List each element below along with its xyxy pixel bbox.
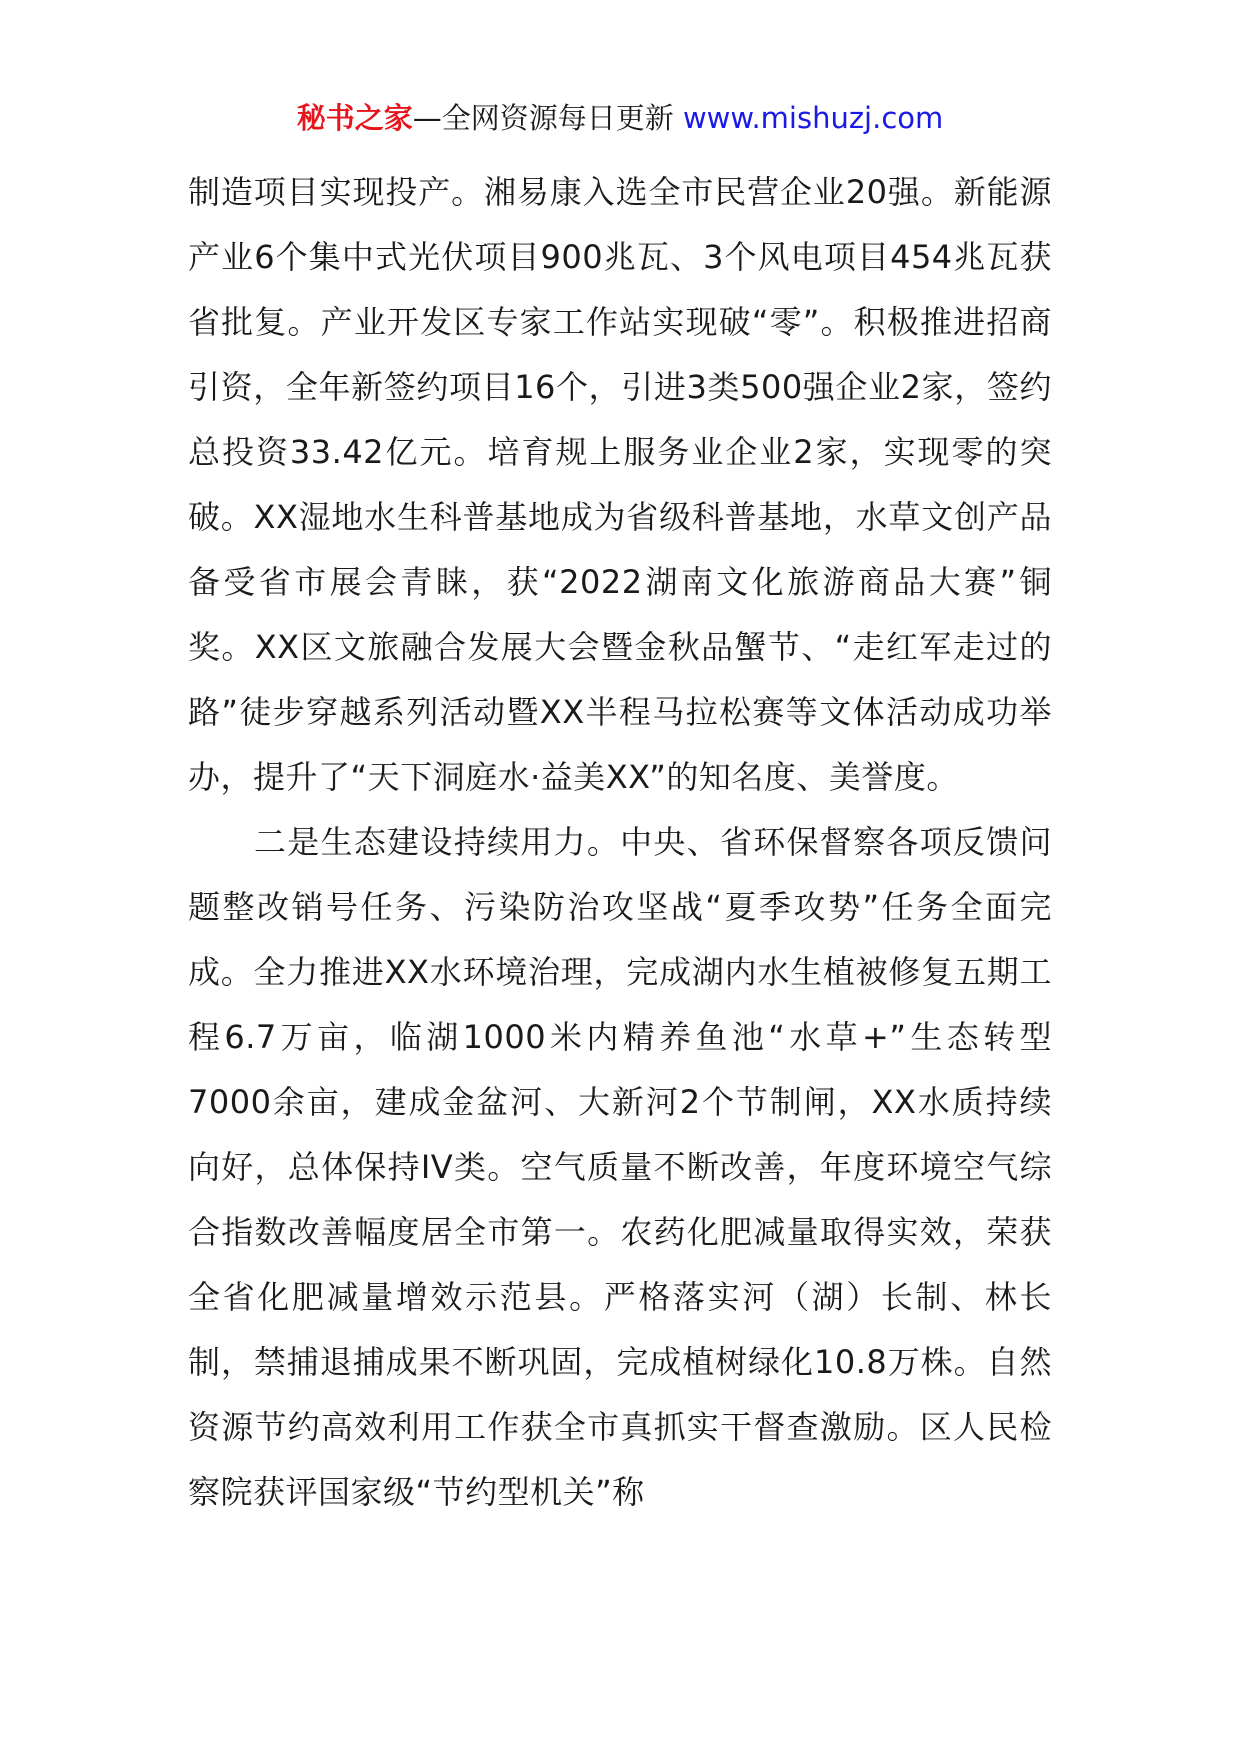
- header-tagline: —全网资源每日更新: [412, 101, 674, 135]
- brand-name: 秘书之家: [296, 101, 413, 135]
- body-paragraph-ecology: 二是生态建设持续用力。中央、省环保督察各项反馈问题整改销号任务、污染防治攻坚战“夏季攻势”任务全面完成。全力推进XX水环境治理，完成湖内水生植被修复五期工程6.7万亩，临湖1000米内精养鱼池“水草+”生态转型7000余亩，建成金盆河、大新河2个节制闸，XX水质持续向好，总体保持IV类。空气质量不断改善，年度环境空气综合指数改善幅度居全市第一。农药化肥减量取得实效，荣获全省化肥减量增效示范县。严格落实河（湖）长制、林长制，禁捕退捕成果不断巩固，完成植树绿化10.8万株。自然资源节约高效利用工作获全市真抓实干督查激励。区人民检察院获评国家级“节约型机关”称: [188, 823, 1052, 1511]
- document-body: [188, 160, 1052, 1525]
- body-paragraph-continued: 制造项目实现投产。湘易康入选全市民营企业20强。新能源产业6个集中式光伏项目900兆瓦、3个风电项目454兆瓦获省批复。产业开发区专家工作站实现破“零”。积极推进招商引资，全年新签约项目16个，引进3类500强企业2家，签约总投资33.42亿元。培育规上服务业企业2家，实现零的突破。XX湿地水生科普基地成为省级科普基地，水草文创产品备受省市展会青睐，获“2022湖南文化旅游商品大赛”铜奖。XX区文旅融合发展大会暨金秋品蟹节、“走红军走过的路”徒步穿越系列活动暨XX半程马拉松赛等文体活动成功举办，提升了“天下洞庭水·益美XX”的知名度、美誉度。: [188, 173, 1052, 796]
- site-url-link[interactable]: www.mishuzj.com: [682, 101, 944, 135]
- page-header: [0, 98, 1240, 138]
